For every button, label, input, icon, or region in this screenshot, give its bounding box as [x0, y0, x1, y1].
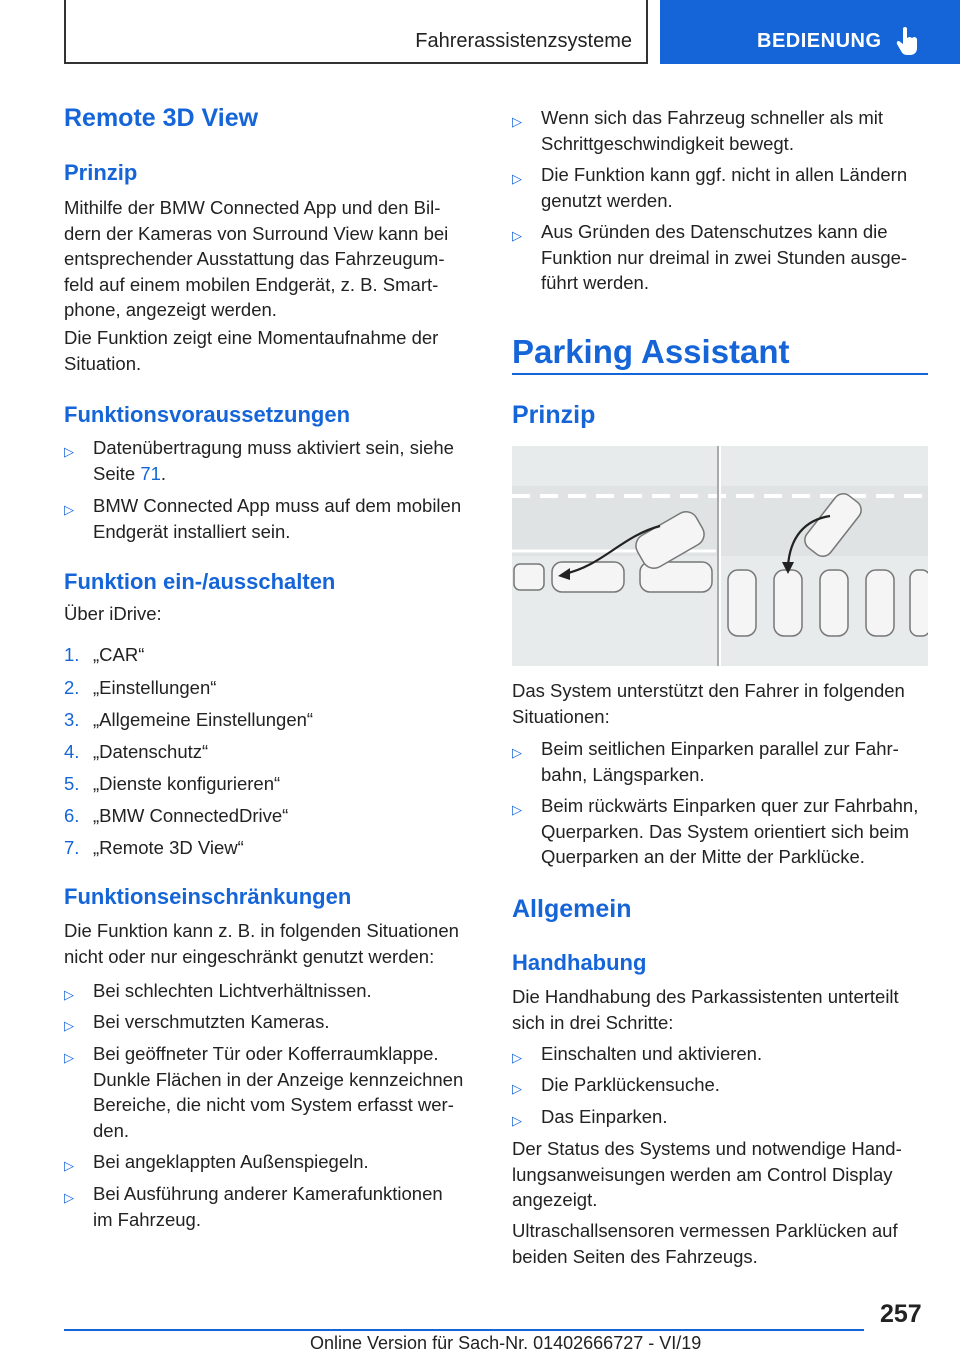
heading-funktionsvoraussetzungen: Funktionsvoraussetzungen — [64, 402, 351, 427]
step-text: „Remote 3D View“ — [93, 837, 244, 858]
heading-funktionseinschraenkungen: Funktionseinschränkungen — [64, 884, 352, 909]
list-item — [64, 835, 484, 861]
hand-pointer-icon — [896, 26, 920, 56]
list-item — [64, 739, 484, 765]
step-text: „Dienste konfigurieren“ — [93, 773, 281, 794]
list-item — [64, 1041, 484, 1145]
paragraph-einschraenkungen — [64, 918, 484, 969]
text-period: . — [160, 462, 167, 484]
text-line: Die Handhabung des Parkassistenten unterteilt — [512, 986, 899, 1007]
text-line: Ultraschallsensoren vermessen Parklücken auf — [512, 1220, 898, 1241]
step-text: „BMW ConnectedDrive“ — [93, 805, 289, 826]
text-line: Aus Gründen des Datenschutzes kann die — [541, 221, 888, 242]
list-item — [64, 675, 484, 701]
text-line: Schrittgeschwindigkeit bewegt. — [541, 132, 794, 154]
header-chapter-tab[interactable] — [660, 0, 960, 64]
text-line: dern der Kameras von Surround View kann bei — [64, 222, 449, 244]
heading-handhabung: Handhabung — [512, 950, 647, 975]
list-item — [64, 1009, 484, 1035]
text-line: phone, angezeigt werden. — [64, 299, 277, 320]
list-item — [512, 736, 932, 788]
intro-idrive: Über iDrive: — [64, 603, 162, 624]
list-item — [512, 162, 932, 214]
text-line: Die Parklückensuche. — [541, 1074, 720, 1095]
step-text: „Einstellungen“ — [93, 677, 217, 698]
header-chapter-title: BEDIENUNG — [757, 30, 882, 52]
text-line: im Fahrzeug. — [93, 1208, 201, 1230]
heading-funktion-ein-aus: Funktion ein-/ausschalten — [64, 569, 336, 594]
text-line: Dunkle Flächen in der Anzeige kennzeichnen — [93, 1068, 464, 1090]
text-line: Bei verschmutzten Kameras. — [93, 1011, 330, 1032]
text-line: Beim rückwärts Einparken quer zur Fahrbahn, — [541, 795, 919, 816]
list-item — [64, 707, 484, 733]
text-line: Datenübertragung muss aktiviert sein, siehe — [93, 437, 454, 458]
section-title-remote-3d-view: Remote 3D View — [64, 104, 259, 132]
title-underline — [512, 373, 928, 375]
text-line: Bei geöffneter Tür oder Kofferraumklappe. — [93, 1043, 439, 1064]
heading-prinzip: Prinzip — [64, 160, 138, 185]
text-line: Querparken. Das System orientiert sich beim — [541, 820, 910, 842]
header-section-title: Fahrerassistenzsysteme — [415, 30, 632, 52]
list-item — [64, 803, 484, 829]
text-line: Bei angeklappten Außenspiegeln. — [93, 1151, 369, 1172]
paragraph-prinzip-1 — [64, 195, 484, 323]
footer-rule — [64, 1329, 864, 1331]
text-line: Bei schlechten Lichtverhältnissen. — [93, 980, 372, 1001]
list-item — [512, 219, 932, 297]
text-line: Mithilfe der BMW Connected App und den Bil- — [64, 197, 441, 218]
text-line: genutzt werden. — [541, 189, 673, 211]
step-number: 6. — [64, 805, 80, 826]
text-line: Die Funktion kann z. B. in folgenden Situationen — [64, 920, 459, 941]
step-text: „CAR“ — [93, 644, 145, 665]
text-line: bahn, Längsparken. — [541, 763, 705, 785]
triangle-bullet-icon: ▷ — [64, 1018, 74, 1033]
step-number: 1. — [64, 644, 80, 665]
text-line: angezeigt. — [512, 1189, 598, 1210]
parking-illustration — [512, 446, 928, 666]
text-line: Situation. — [64, 352, 142, 374]
triangle-bullet-icon: ▷ — [512, 1113, 522, 1128]
triangle-bullet-icon: ▷ — [64, 1158, 74, 1173]
text-line: Wenn sich das Fahrzeug schneller als mit — [541, 107, 884, 128]
text-line: den. — [93, 1119, 130, 1141]
triangle-bullet-icon: ▷ — [512, 802, 522, 817]
text-line: Das System unterstützt den Fahrer in folgenden — [512, 680, 905, 701]
list-item — [512, 105, 932, 157]
list-item — [512, 793, 932, 871]
text-line: Beim seitlichen Einparken parallel zur Fahr- — [541, 738, 899, 759]
triangle-bullet-icon: ▷ — [64, 444, 74, 459]
step-text: „Datenschutz“ — [93, 741, 209, 762]
text-line: sich in drei Schritte: — [512, 1011, 674, 1033]
text-line: Situationen: — [512, 705, 610, 727]
text-line: lungsanweisungen werden am Control Display — [512, 1163, 893, 1185]
text-line: Bereiche, die nicht vom System erfasst wer- — [93, 1094, 454, 1115]
text-line: entsprechender Ausstattung das Fahrzeugum- — [64, 248, 445, 269]
list-item — [64, 771, 484, 797]
text-line: Bei Ausführung anderer Kamerafunktionen — [93, 1183, 443, 1204]
list-item — [64, 978, 484, 1004]
paragraph-ultraschall — [512, 1218, 932, 1269]
triangle-bullet-icon: ▷ — [512, 1081, 522, 1096]
text-line: nicht oder nur eingeschränkt genutzt werden: — [64, 945, 435, 967]
paragraph-handhabung — [512, 984, 932, 1035]
text-line: Seite — [93, 462, 141, 484]
list-item — [512, 1104, 932, 1130]
header-section-box — [64, 0, 648, 64]
footer-online-version: Online Version für Sach-Nr. 01402666727 - VI/19 — [310, 1333, 702, 1353]
page-link-71[interactable]: 71 — [140, 462, 161, 484]
triangle-bullet-icon: ▷ — [512, 1050, 522, 1065]
paragraph-status — [512, 1136, 932, 1213]
triangle-bullet-icon: ▷ — [512, 745, 522, 760]
text-line: feld auf einem mobilen Endgerät, z. B. Smart- — [64, 273, 439, 295]
step-number: 4. — [64, 741, 80, 762]
text-line: Endgerät installiert sein. — [93, 520, 291, 542]
step-number: 7. — [64, 837, 80, 858]
heading-pa-prinzip: Prinzip — [512, 401, 596, 429]
text-line: führt werden. — [541, 272, 649, 293]
triangle-bullet-icon: ▷ — [512, 228, 522, 243]
section-title-parking-assistant: Parking Assistant — [512, 333, 790, 370]
list-item — [64, 435, 484, 487]
page-number: 257 — [880, 1300, 922, 1328]
list-item — [64, 1181, 484, 1233]
triangle-bullet-icon: ▷ — [64, 987, 74, 1002]
text-line: Einschalten und aktivieren. — [541, 1043, 763, 1064]
text-line: Querparken an der Mitte der Parklücke. — [541, 846, 865, 867]
list-item — [64, 642, 484, 668]
paragraph-prinzip-2 — [64, 325, 484, 376]
triangle-bullet-icon: ▷ — [64, 1190, 74, 1205]
triangle-bullet-icon: ▷ — [64, 502, 74, 517]
text-line: Das Einparken. — [541, 1106, 668, 1127]
triangle-bullet-icon: ▷ — [64, 1050, 74, 1065]
triangle-bullet-icon: ▷ — [512, 114, 522, 129]
text-line: Funktion nur dreimal in zwei Stunden ausge- — [541, 246, 908, 268]
list-item — [512, 1072, 932, 1098]
step-text: „Allgemeine Einstellungen“ — [93, 709, 314, 730]
heading-allgemein: Allgemein — [512, 895, 632, 923]
text-line: BMW Connected App muss auf dem mobilen — [93, 495, 462, 516]
text-line: Die Funktion zeigt eine Momentaufnahme der — [64, 327, 439, 348]
paragraph-pa-intro — [512, 678, 932, 729]
text-line: Der Status des Systems und notwendige Hand- — [512, 1138, 902, 1159]
text-line: beiden Seiten des Fahrzeugs. — [512, 1245, 758, 1267]
step-number: 5. — [64, 773, 80, 794]
text-line: Die Funktion kann ggf. nicht in allen Ländern — [541, 164, 908, 185]
list-item — [64, 1149, 484, 1175]
list-item — [512, 1041, 932, 1067]
step-number: 2. — [64, 677, 80, 698]
list-item — [64, 493, 484, 545]
triangle-bullet-icon: ▷ — [512, 171, 522, 186]
step-number: 3. — [64, 709, 80, 730]
